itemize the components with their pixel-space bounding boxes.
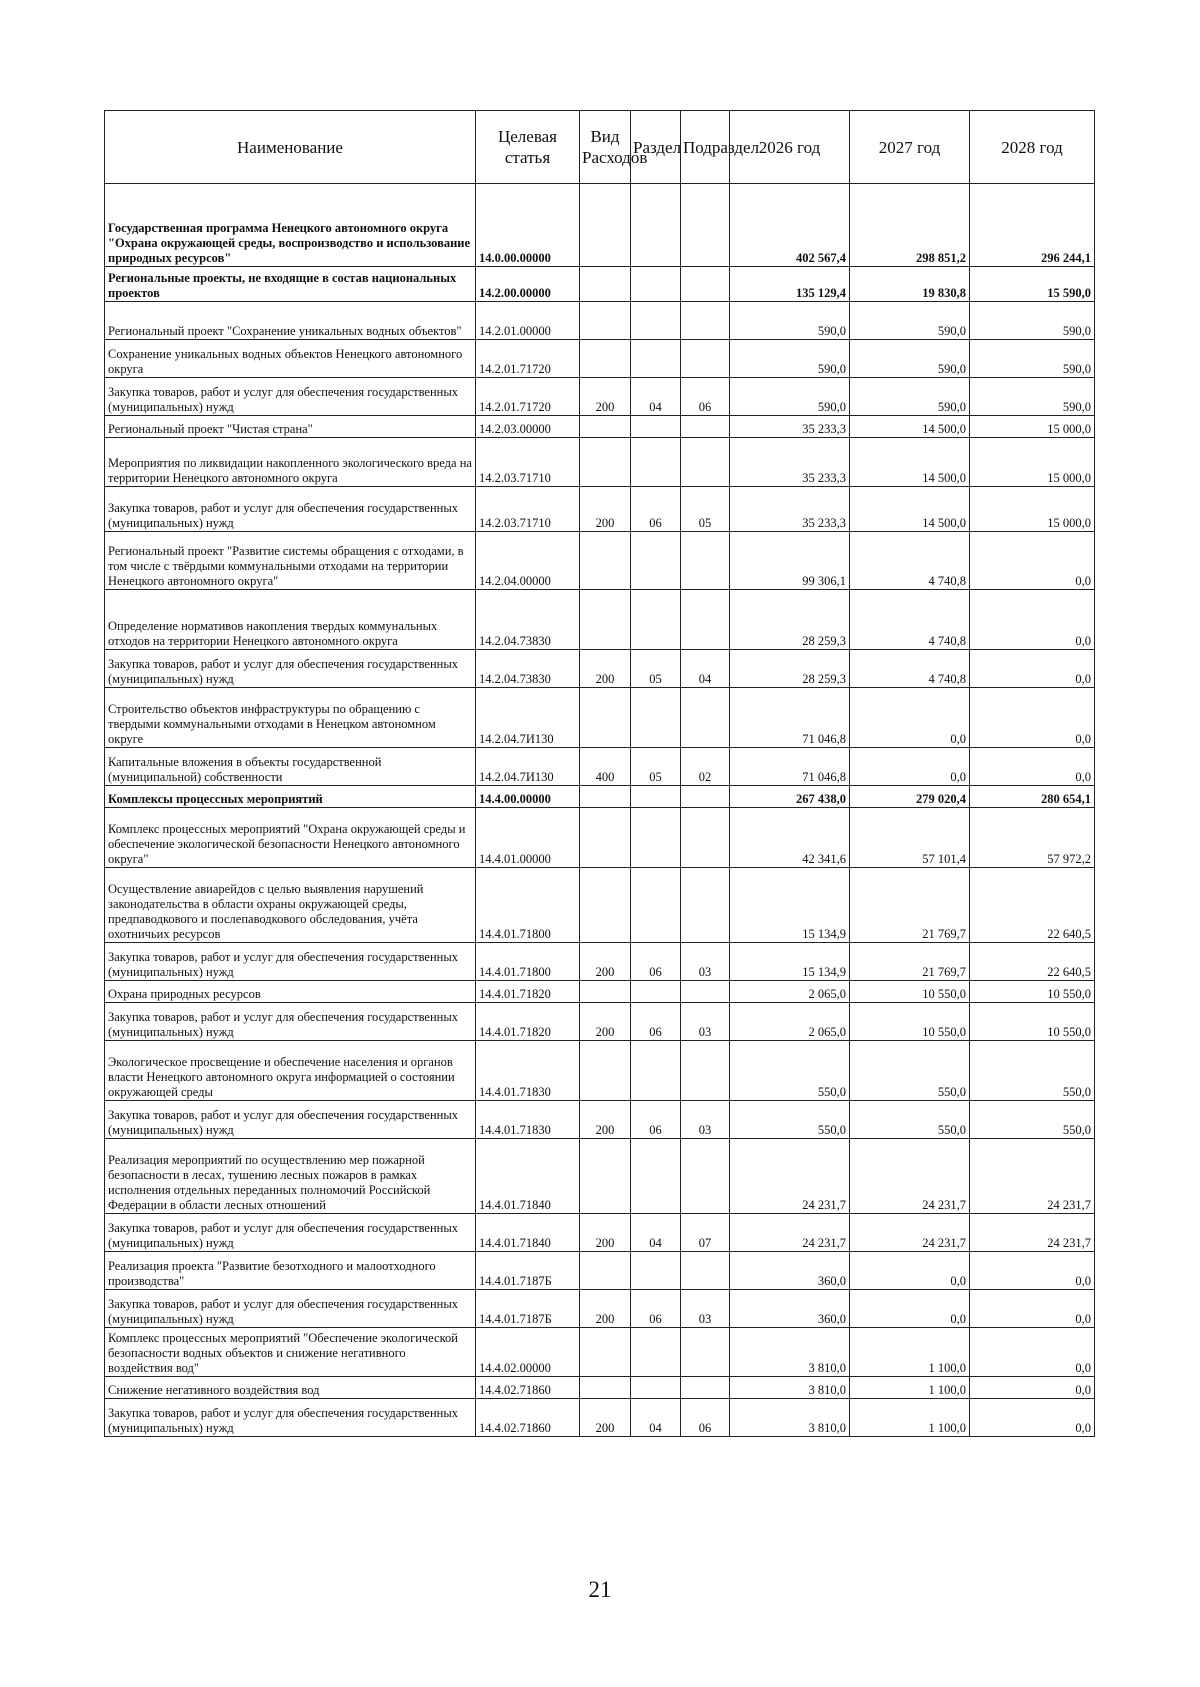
table-row [105, 943, 1095, 981]
cell-subsection: 03 [681, 1101, 730, 1139]
cell-2027: 590,0 [850, 378, 970, 416]
cell-expense-type [580, 786, 631, 808]
cell-expense-type: 200 [580, 1399, 631, 1437]
cell-section: 04 [631, 1214, 681, 1252]
cell-2027: 24 231,7 [850, 1214, 970, 1252]
cell-section [631, 808, 681, 868]
cell-target-article: 14.2.04.00000 [476, 532, 580, 590]
cell-2028: 22 640,5 [970, 943, 1095, 981]
cell-name: Закупка товаров, работ и услуг для обеспечения государственных (муниципальных) нужд [105, 1399, 476, 1437]
cell-2026: 35 233,3 [730, 438, 850, 487]
cell-section [631, 868, 681, 943]
cell-2027: 298 851,2 [850, 184, 970, 267]
cell-target-article: 14.2.01.71720 [476, 378, 580, 416]
cell-2027: 21 769,7 [850, 943, 970, 981]
cell-2026: 590,0 [730, 340, 850, 378]
cell-name: Капитальные вложения в объекты государственной (муниципальной) собственности [105, 748, 476, 786]
cell-2026: 71 046,8 [730, 748, 850, 786]
cell-target-article: 14.2.04.73830 [476, 650, 580, 688]
cell-2027: 4 740,8 [850, 532, 970, 590]
cell-subsection [681, 1041, 730, 1101]
cell-2028: 24 231,7 [970, 1214, 1095, 1252]
cell-2026: 2 065,0 [730, 981, 850, 1003]
cell-2027: 4 740,8 [850, 650, 970, 688]
cell-2028: 0,0 [970, 590, 1095, 650]
cell-2026: 550,0 [730, 1041, 850, 1101]
cell-subsection [681, 981, 730, 1003]
cell-section [631, 1328, 681, 1377]
cell-section: 05 [631, 650, 681, 688]
table-row [105, 590, 1095, 650]
cell-2026: 590,0 [730, 378, 850, 416]
table-row [105, 1003, 1095, 1041]
cell-2027: 24 231,7 [850, 1139, 970, 1214]
cell-expense-type: 200 [580, 1101, 631, 1139]
table-row [105, 1041, 1095, 1101]
cell-2026: 402 567,4 [730, 184, 850, 267]
cell-2026: 2 065,0 [730, 1003, 850, 1041]
cell-2026: 15 134,9 [730, 868, 850, 943]
cell-target-article: 14.0.00.00000 [476, 184, 580, 267]
cell-name: Осуществление авиарейдов с целью выявления нарушений законодательства в области охраны окружающей среды, предпаводкового и послепаводкового обследования, учёта охотничьих ресурсов [105, 868, 476, 943]
cell-name: Комплексы процессных мероприятий [105, 786, 476, 808]
cell-2028: 10 550,0 [970, 1003, 1095, 1041]
cell-name: Снижение негативного воздействия вод [105, 1377, 476, 1399]
cell-subsection: 05 [681, 487, 730, 532]
cell-target-article: 14.4.01.71820 [476, 1003, 580, 1041]
cell-section [631, 1377, 681, 1399]
page-number: 21 [588, 1577, 612, 1602]
cell-name: Региональные проекты, не входящие в состав национальных проектов [105, 267, 476, 302]
cell-name: Определение нормативов накопления твердых коммунальных отходов на территории Ненецкого автономного округа [105, 590, 476, 650]
cell-expense-type [580, 1139, 631, 1214]
cell-section [631, 786, 681, 808]
cell-subsection [681, 438, 730, 487]
cell-subsection [681, 184, 730, 267]
table-row [105, 532, 1095, 590]
cell-target-article: 14.2.01.00000 [476, 302, 580, 340]
cell-2027: 14 500,0 [850, 416, 970, 438]
cell-subsection [681, 340, 730, 378]
cell-expense-type [580, 590, 631, 650]
cell-2026: 24 231,7 [730, 1139, 850, 1214]
cell-target-article: 14.4.01.71820 [476, 981, 580, 1003]
cell-subsection [681, 1377, 730, 1399]
cell-section [631, 416, 681, 438]
cell-expense-type [580, 1377, 631, 1399]
table-row [105, 650, 1095, 688]
cell-2028: 550,0 [970, 1041, 1095, 1101]
cell-subsection: 02 [681, 748, 730, 786]
cell-expense-type: 200 [580, 943, 631, 981]
cell-2027: 1 100,0 [850, 1399, 970, 1437]
cell-2028: 590,0 [970, 340, 1095, 378]
header-expense-type: Вид Расходов [580, 111, 631, 184]
cell-name: Реализация мероприятий по осуществлению мер пожарной безопасности в лесах, тушению лесных пожаров в рамках исполнения отдельных переданных полномочий Российской Федерации в области лесных отношений [105, 1139, 476, 1214]
cell-2027: 57 101,4 [850, 808, 970, 868]
cell-2028: 0,0 [970, 1252, 1095, 1290]
cell-2026: 28 259,3 [730, 650, 850, 688]
cell-name: Реализация проекта "Развитие безотходного и малоотходного производства" [105, 1252, 476, 1290]
cell-expense-type [580, 1252, 631, 1290]
cell-target-article: 14.4.01.71800 [476, 868, 580, 943]
cell-2028: 0,0 [970, 1399, 1095, 1437]
cell-subsection: 06 [681, 378, 730, 416]
cell-name: Мероприятия по ликвидации накопленного экологического вреда на территории Ненецкого автономного округа [105, 438, 476, 487]
cell-expense-type [580, 438, 631, 487]
cell-target-article: 14.4.01.71800 [476, 943, 580, 981]
cell-2026: 360,0 [730, 1290, 850, 1328]
cell-target-article: 14.4.02.71860 [476, 1399, 580, 1437]
cell-2028: 0,0 [970, 1290, 1095, 1328]
cell-subsection: 03 [681, 1003, 730, 1041]
cell-2026: 3 810,0 [730, 1377, 850, 1399]
cell-name: Закупка товаров, работ и услуг для обеспечения государственных (муниципальных) нужд [105, 1214, 476, 1252]
cell-2027: 0,0 [850, 688, 970, 748]
cell-2028: 280 654,1 [970, 786, 1095, 808]
cell-subsection [681, 302, 730, 340]
cell-subsection: 03 [681, 1290, 730, 1328]
cell-expense-type [580, 340, 631, 378]
cell-section: 04 [631, 378, 681, 416]
table-row [105, 1101, 1095, 1139]
cell-subsection [681, 1328, 730, 1377]
cell-subsection [681, 1252, 730, 1290]
table-row [105, 748, 1095, 786]
cell-section [631, 1139, 681, 1214]
cell-section [631, 1041, 681, 1101]
cell-2026: 28 259,3 [730, 590, 850, 650]
cell-expense-type: 200 [580, 1003, 631, 1041]
table-row [105, 378, 1095, 416]
cell-subsection: 04 [681, 650, 730, 688]
cell-target-article: 14.2.04.7И130 [476, 688, 580, 748]
cell-name: Сохранение уникальных водных объектов Ненецкого автономного округа [105, 340, 476, 378]
header-target-article: Целевая статья [476, 111, 580, 184]
cell-section [631, 532, 681, 590]
cell-2028: 0,0 [970, 688, 1095, 748]
cell-target-article: 14.4.01.71830 [476, 1041, 580, 1101]
table-row [105, 1139, 1095, 1214]
cell-name: Закупка товаров, работ и услуг для обеспечения государственных (муниципальных) нужд [105, 378, 476, 416]
cell-expense-type: 200 [580, 378, 631, 416]
cell-name: Закупка товаров, работ и услуг для обеспечения государственных (муниципальных) нужд [105, 1101, 476, 1139]
table-row [105, 786, 1095, 808]
table-row [105, 1290, 1095, 1328]
cell-section: 06 [631, 487, 681, 532]
cell-2026: 35 233,3 [730, 416, 850, 438]
cell-expense-type [580, 981, 631, 1003]
cell-2027: 0,0 [850, 748, 970, 786]
cell-expense-type: 400 [580, 748, 631, 786]
header-2026: 2026 год [730, 111, 850, 184]
cell-2027: 1 100,0 [850, 1328, 970, 1377]
cell-2026: 35 233,3 [730, 487, 850, 532]
cell-2027: 279 020,4 [850, 786, 970, 808]
cell-2026: 550,0 [730, 1101, 850, 1139]
table-row [105, 688, 1095, 748]
cell-2028: 15 000,0 [970, 416, 1095, 438]
cell-expense-type [580, 688, 631, 748]
header-name: Наименование [105, 111, 476, 184]
table-row [105, 302, 1095, 340]
cell-2028: 0,0 [970, 1328, 1095, 1377]
table-row [105, 808, 1095, 868]
cell-target-article: 14.4.01.71840 [476, 1139, 580, 1214]
cell-subsection [681, 688, 730, 748]
cell-name: Закупка товаров, работ и услуг для обеспечения государственных (муниципальных) нужд [105, 650, 476, 688]
cell-2028: 590,0 [970, 302, 1095, 340]
cell-expense-type [580, 532, 631, 590]
table-row [105, 981, 1095, 1003]
cell-name: Экологическое просвещение и обеспечение населения и органов власти Ненецкого автономного округа информацией о состоянии окружающей среды [105, 1041, 476, 1101]
cell-2026: 3 810,0 [730, 1328, 850, 1377]
header-subsection: Подраздел [681, 111, 730, 184]
cell-2027: 590,0 [850, 302, 970, 340]
cell-expense-type [580, 302, 631, 340]
cell-section [631, 590, 681, 650]
cell-target-article: 14.4.01.7187Б [476, 1290, 580, 1328]
cell-2027: 19 830,8 [850, 267, 970, 302]
cell-expense-type [580, 416, 631, 438]
cell-2028: 15 590,0 [970, 267, 1095, 302]
cell-2028: 24 231,7 [970, 1139, 1095, 1214]
cell-2028: 10 550,0 [970, 981, 1095, 1003]
cell-2027: 4 740,8 [850, 590, 970, 650]
cell-target-article: 14.2.04.73830 [476, 590, 580, 650]
cell-target-article: 14.4.00.00000 [476, 786, 580, 808]
cell-target-article: 14.4.01.71840 [476, 1214, 580, 1252]
cell-2026: 267 438,0 [730, 786, 850, 808]
cell-name: Региональный проект "Чистая страна" [105, 416, 476, 438]
cell-section: 05 [631, 748, 681, 786]
cell-expense-type: 200 [580, 1214, 631, 1252]
cell-2027: 14 500,0 [850, 438, 970, 487]
cell-name: Закупка товаров, работ и услуг для обеспечения государственных (муниципальных) нужд [105, 487, 476, 532]
cell-2026: 590,0 [730, 302, 850, 340]
table-row [105, 487, 1095, 532]
cell-subsection [681, 416, 730, 438]
cell-target-article: 14.4.01.00000 [476, 808, 580, 868]
header-section: Раздел [631, 111, 681, 184]
cell-section [631, 184, 681, 267]
cell-name: Охрана природных ресурсов [105, 981, 476, 1003]
cell-2028: 590,0 [970, 378, 1095, 416]
header-2028: 2028 год [970, 111, 1095, 184]
cell-expense-type [580, 808, 631, 868]
table-row [105, 1377, 1095, 1399]
cell-subsection [681, 868, 730, 943]
cell-2028: 550,0 [970, 1101, 1095, 1139]
cell-2027: 1 100,0 [850, 1377, 970, 1399]
cell-section: 04 [631, 1399, 681, 1437]
cell-2026: 15 134,9 [730, 943, 850, 981]
cell-name: Комплекс процессных мероприятий "Охрана окружающей среды и обеспечение экологической безопасности Ненецкого автономного округа" [105, 808, 476, 868]
table-row [105, 1214, 1095, 1252]
table-row [105, 340, 1095, 378]
cell-subsection: 07 [681, 1214, 730, 1252]
cell-name: Закупка товаров, работ и услуг для обеспечения государственных (муниципальных) нужд [105, 1003, 476, 1041]
cell-2026: 24 231,7 [730, 1214, 850, 1252]
table-row [105, 267, 1095, 302]
cell-2027: 21 769,7 [850, 868, 970, 943]
cell-target-article: 14.2.03.00000 [476, 416, 580, 438]
cell-name: Закупка товаров, работ и услуг для обеспечения государственных (муниципальных) нужд [105, 1290, 476, 1328]
cell-section: 06 [631, 1290, 681, 1328]
cell-section [631, 1252, 681, 1290]
cell-name: Государственная программа Ненецкого автономного округа "Охрана окружающей среды, воспроизводство и использование природных ресурсов" [105, 184, 476, 267]
cell-expense-type [580, 1041, 631, 1101]
cell-name: Комплекс процессных мероприятий "Обеспечение экологической безопасности водных объектов и снижение негативного воздействия вод" [105, 1328, 476, 1377]
cell-subsection [681, 532, 730, 590]
cell-expense-type [580, 267, 631, 302]
budget-table [104, 110, 1095, 1437]
cell-subsection [681, 1139, 730, 1214]
cell-2028: 0,0 [970, 532, 1095, 590]
cell-section: 06 [631, 1003, 681, 1041]
cell-2027: 10 550,0 [850, 1003, 970, 1041]
table-header-row [105, 111, 1095, 184]
cell-section [631, 340, 681, 378]
table-body [105, 184, 1095, 1437]
cell-name: Региональный проект "Развитие системы обращения с отходами, в том числе с твёрдыми коммунальными отходами на территории Ненецкого автономного округа" [105, 532, 476, 590]
cell-target-article: 14.4.01.7187Б [476, 1252, 580, 1290]
cell-expense-type: 200 [580, 487, 631, 532]
table-row [105, 1328, 1095, 1377]
cell-section [631, 302, 681, 340]
cell-target-article: 14.2.00.00000 [476, 267, 580, 302]
table-row [105, 438, 1095, 487]
cell-2027: 550,0 [850, 1041, 970, 1101]
header-2027: 2027 год [850, 111, 970, 184]
cell-section [631, 688, 681, 748]
cell-2028: 57 972,2 [970, 808, 1095, 868]
cell-name: Закупка товаров, работ и услуг для обеспечения государственных (муниципальных) нужд [105, 943, 476, 981]
cell-name: Региональный проект "Сохранение уникальных водных объектов" [105, 302, 476, 340]
cell-2027: 0,0 [850, 1252, 970, 1290]
cell-section [631, 981, 681, 1003]
table-row [105, 184, 1095, 267]
cell-expense-type [580, 184, 631, 267]
cell-name: Строительство объектов инфраструктуры по обращению с твердыми коммунальными отходами в Ненецком автономном округе [105, 688, 476, 748]
cell-target-article: 14.2.03.71710 [476, 438, 580, 487]
cell-2028: 0,0 [970, 1377, 1095, 1399]
cell-subsection: 06 [681, 1399, 730, 1437]
cell-subsection [681, 267, 730, 302]
cell-expense-type: 200 [580, 650, 631, 688]
cell-2026: 3 810,0 [730, 1399, 850, 1437]
cell-2028: 15 000,0 [970, 487, 1095, 532]
table-row [105, 416, 1095, 438]
cell-2028: 296 244,1 [970, 184, 1095, 267]
table-row [105, 1399, 1095, 1437]
cell-2027: 0,0 [850, 1290, 970, 1328]
cell-subsection [681, 590, 730, 650]
cell-target-article: 14.2.01.71720 [476, 340, 580, 378]
cell-2027: 590,0 [850, 340, 970, 378]
cell-target-article: 14.4.02.71860 [476, 1377, 580, 1399]
cell-2027: 10 550,0 [850, 981, 970, 1003]
cell-target-article: 14.2.03.71710 [476, 487, 580, 532]
table-row [105, 1252, 1095, 1290]
cell-2026: 360,0 [730, 1252, 850, 1290]
cell-2028: 0,0 [970, 748, 1095, 786]
cell-target-article: 14.2.04.7И130 [476, 748, 580, 786]
table-row [105, 868, 1095, 943]
cell-subsection [681, 808, 730, 868]
cell-2027: 14 500,0 [850, 487, 970, 532]
cell-2026: 71 046,8 [730, 688, 850, 748]
cell-2026: 99 306,1 [730, 532, 850, 590]
cell-2028: 22 640,5 [970, 868, 1095, 943]
cell-section: 06 [631, 1101, 681, 1139]
cell-section [631, 438, 681, 487]
cell-section [631, 267, 681, 302]
cell-expense-type: 200 [580, 1290, 631, 1328]
cell-expense-type [580, 868, 631, 943]
cell-subsection [681, 786, 730, 808]
cell-expense-type [580, 1328, 631, 1377]
cell-section: 06 [631, 943, 681, 981]
cell-2028: 15 000,0 [970, 438, 1095, 487]
cell-target-article: 14.4.02.00000 [476, 1328, 580, 1377]
cell-2026: 42 341,6 [730, 808, 850, 868]
cell-subsection: 03 [681, 943, 730, 981]
cell-2026: 135 129,4 [730, 267, 850, 302]
cell-2027: 550,0 [850, 1101, 970, 1139]
cell-2028: 0,0 [970, 650, 1095, 688]
cell-target-article: 14.4.01.71830 [476, 1101, 580, 1139]
